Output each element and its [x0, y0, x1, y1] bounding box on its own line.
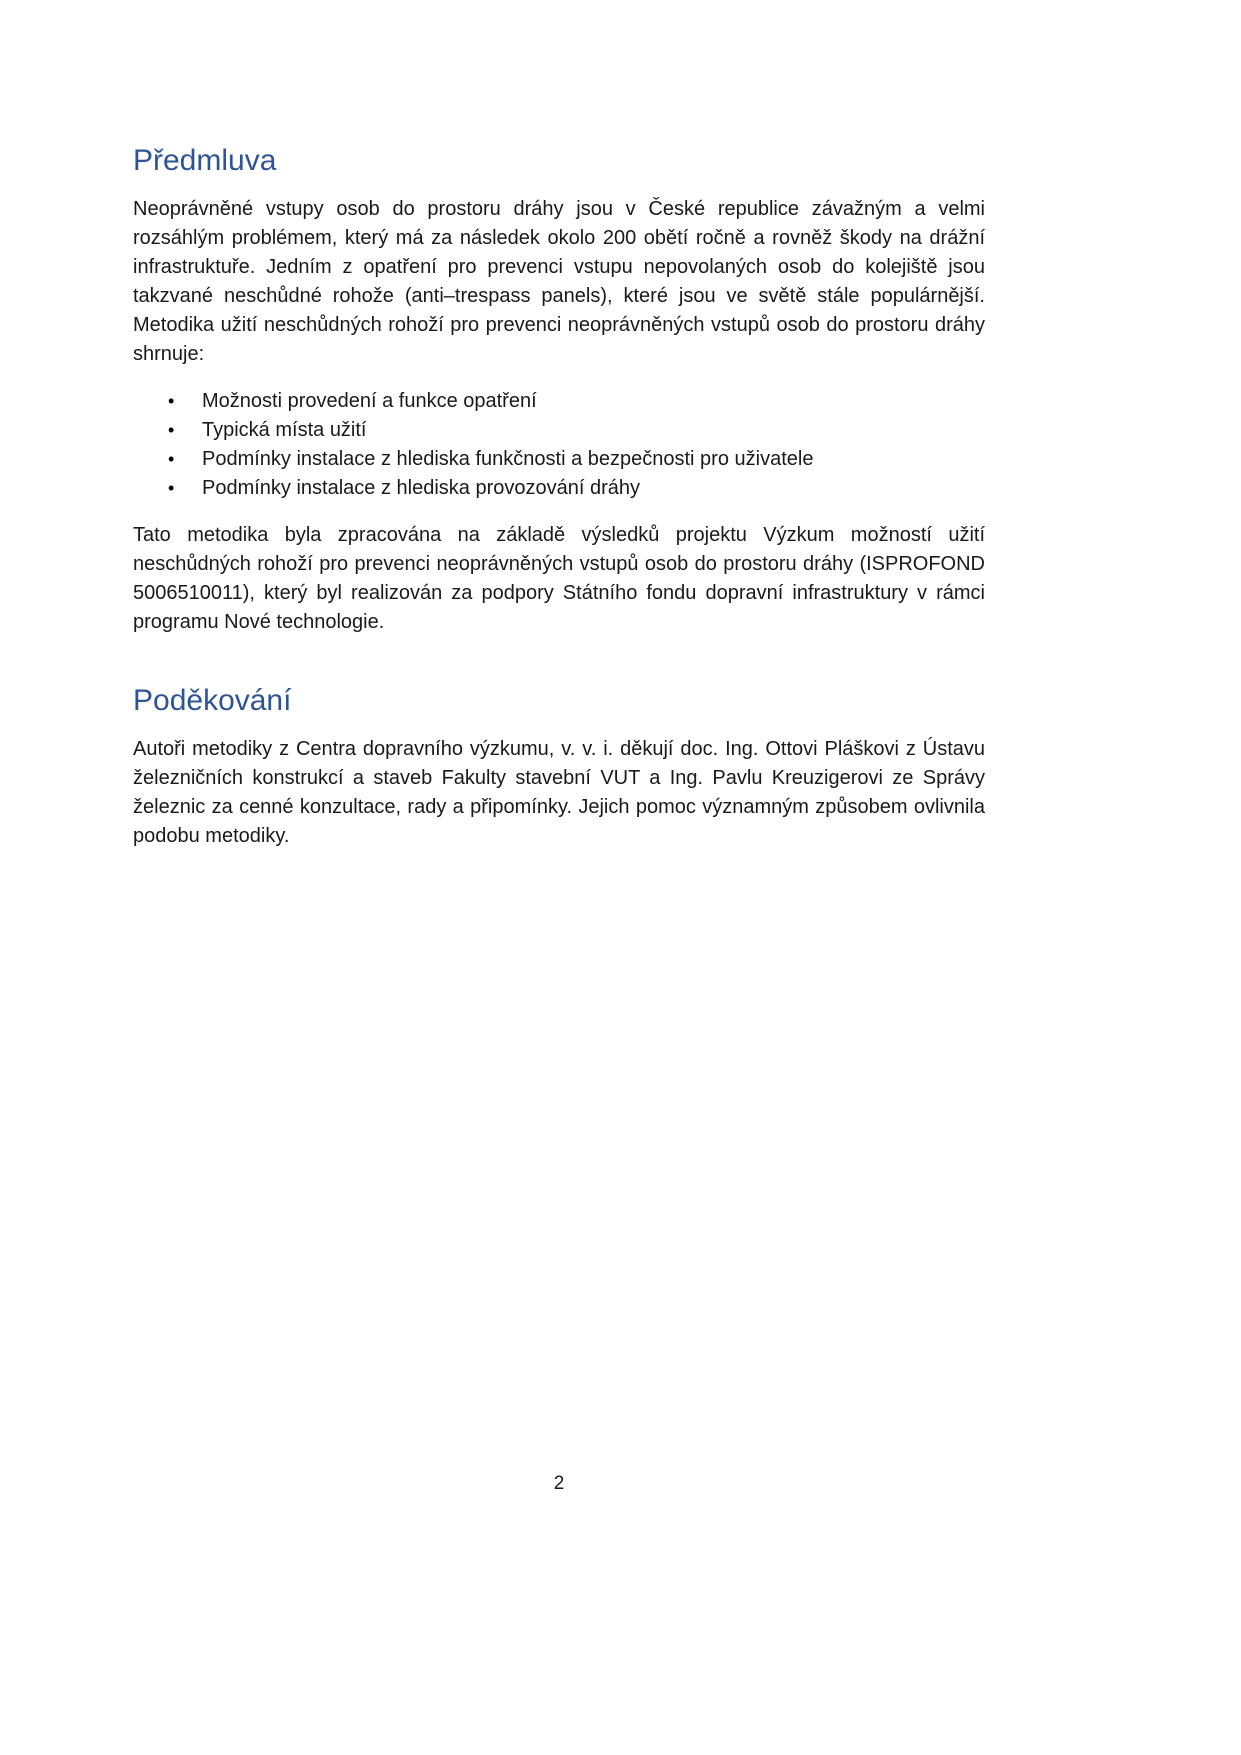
bullet-icon: • — [168, 478, 175, 498]
list-item-text: Podmínky instalace z hlediska provozování dráhy — [202, 477, 641, 499]
predmluva-paragraph-2: Tato metodika byla zpracována na základě výsledků projektu Výzkum možností užití neschůdných rohoží pro prevenci neoprávněných vstupů osob do prostoru dráhy (ISPROFOND 5006510011), který byl realizován za podpory Státního fondu dopravní infrastruktury v rámci programu Nové technologie. — [133, 524, 985, 633]
list-item — [168, 474, 985, 503]
bullet-icon: • — [168, 449, 175, 469]
podekovani-paragraph-1: Autoři metodiky z Centra dopravního výzkumu, v. v. i. děkují doc. Ing. Ottovi Pláškovi z Ústavu železničních konstrukcí a staveb Fakulty stavební VUT a Ing. Pavlu Kreuzigerovi ze Správy železnic za cenné konzultace, rady a připomínky. Jejich pomoc významným způsobem ovlivnila podobu metodiky. — [133, 738, 985, 847]
list-item — [168, 445, 985, 474]
list-item-text: Typická místa užití — [202, 419, 367, 441]
list-item — [168, 416, 985, 445]
list-item — [168, 387, 985, 416]
page-number: 2 — [553, 1473, 565, 1494]
list-item-text: Možnosti provedení a funkce opatření — [202, 390, 537, 412]
bullet-icon: • — [168, 420, 175, 440]
section-heading-podekovani: Poděkování — [133, 684, 292, 717]
predmluva-paragraph-1: Neoprávněné vstupy osob do prostoru dráhy jsou v České republice závažným a velmi rozsáhlým problémem, který má za následek okolo 200 obětí ročně a rovněž škody na drážní infrastruktuře. Jedním z opatření pro prevenci vstupu nepovolaných osob do kolejiště jsou takzvané neschůdné rohože (anti–trespass panels), které jsou ve světě stále populárnější. Metodika užití neschůdných rohoží pro prevenci neoprávněných vstupů osob do prostoru dráhy shrnuje: — [133, 198, 985, 365]
predmluva-bullet-list — [133, 387, 985, 503]
bullet-icon: • — [168, 391, 175, 411]
list-item-text: Podmínky instalace z hlediska funkčnosti a bezpečnosti pro uživatele — [202, 448, 814, 470]
section-heading-predmluva: Předmluva — [133, 144, 277, 177]
